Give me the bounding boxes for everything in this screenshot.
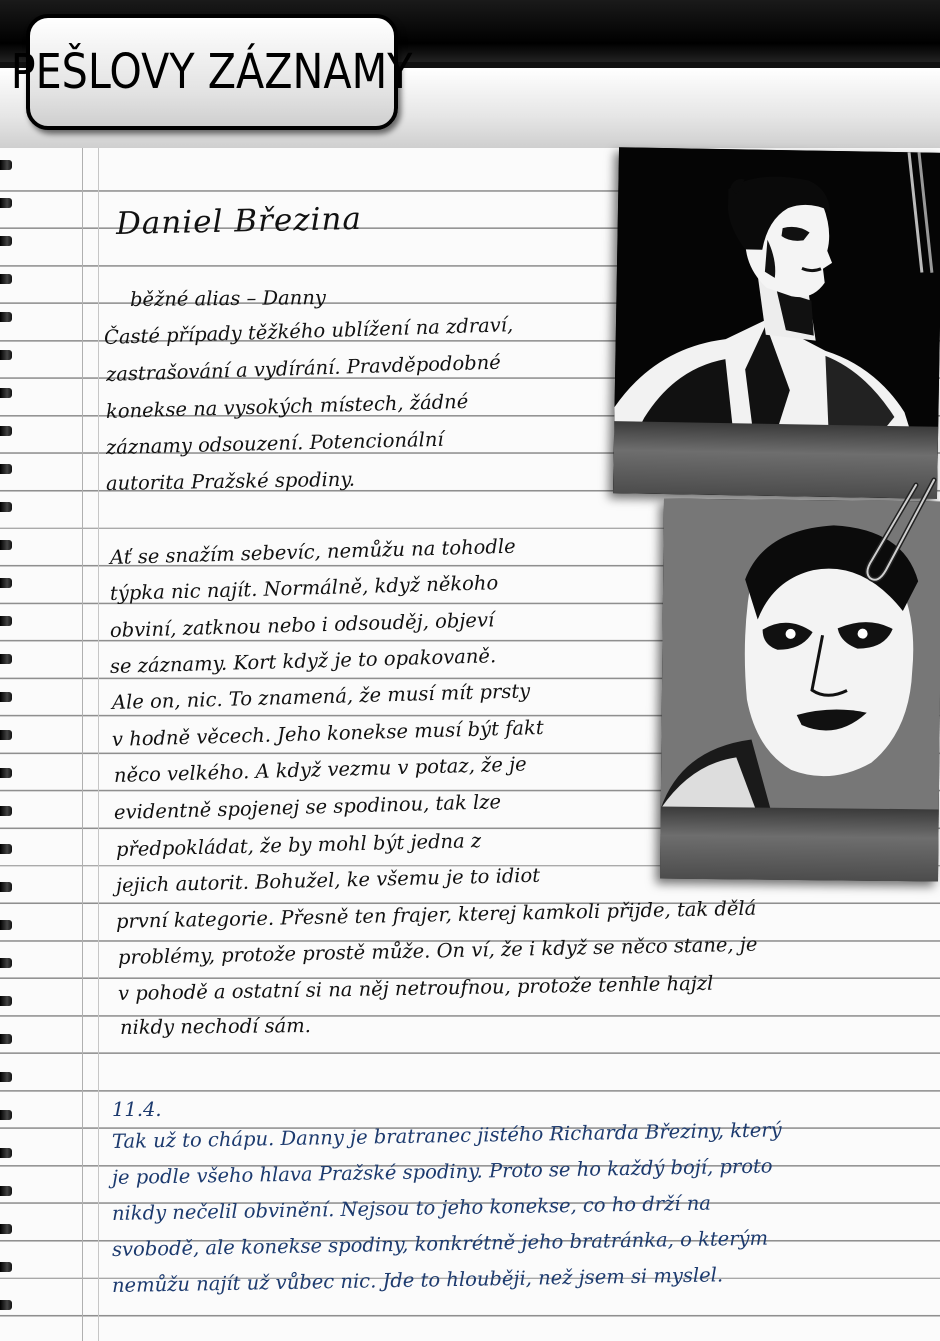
paragraph-line: předpokládat, že by mohl být jedna z bbox=[115, 829, 482, 861]
note-line: autorita Pražské spodiny. bbox=[105, 467, 356, 495]
margin-line-inner bbox=[98, 148, 99, 1341]
binding-ring bbox=[0, 996, 12, 1006]
update-date: 11.4. bbox=[112, 1098, 162, 1121]
binding-ring bbox=[0, 1300, 12, 1310]
paragraph-line: nikdy nechodí sám. bbox=[119, 1014, 311, 1039]
paper-clip-icon bbox=[864, 470, 940, 590]
paragraph-line: Ať se snažím sebevíc, nemůžu na tohodle bbox=[109, 534, 516, 569]
update-line: nikdy nečelil obvinění. Nejsou to jeho konekse, co ho drží na bbox=[111, 1191, 712, 1225]
update-line: Tak už to chápu. Danny je bratranec jistého Richarda Březiny, který bbox=[111, 1118, 782, 1153]
binding-ring bbox=[0, 274, 12, 284]
binding-ring bbox=[0, 882, 12, 892]
paragraph-line: něco velkého. A když vezmu v potaz, že je bbox=[113, 752, 527, 787]
title-badge bbox=[11, 14, 413, 130]
binding-ring bbox=[0, 1186, 12, 1196]
paragraph-line: Ale on, nic. To znamená, že musí mít prsty bbox=[111, 679, 531, 714]
paragraph-line: v pohodě a ostatní si na něj netroufnou, protože tenhle hajzl bbox=[117, 971, 714, 1005]
photo-man-profile bbox=[613, 147, 940, 499]
binding-ring bbox=[0, 540, 12, 550]
binding-ring bbox=[0, 426, 12, 436]
paragraph-line: v hodně věcech. Jeho konekse musí být fakt bbox=[111, 715, 544, 751]
binding-ring bbox=[0, 1224, 12, 1234]
paragraph-line: první kategorie. Přesně ten frajer, kterej kamkoli přijde, tak dělá bbox=[115, 896, 757, 933]
margin-line bbox=[82, 148, 83, 1341]
paragraph-line: evidentně spojenej se spodinou, tak lze bbox=[113, 790, 502, 824]
binding-ring bbox=[0, 1148, 12, 1158]
update-line: je podle všeho hlava Pražské spodiny. Proto se ho každý bojí, proto bbox=[111, 1154, 773, 1189]
binding-ring bbox=[0, 730, 12, 740]
binding-ring bbox=[0, 160, 12, 170]
binding-ring bbox=[0, 1072, 12, 1082]
alias-line: běžné alias – Danny bbox=[129, 285, 326, 311]
photo-caption-strip bbox=[660, 807, 939, 882]
paragraph-line: problémy, protože prostě může. On ví, že i když se něco stane, je bbox=[117, 932, 758, 969]
update-line: nemůžu najít už vůbec nic. Jde to hlouběji, než jsem si myslel. bbox=[111, 1263, 724, 1297]
binding-ring bbox=[0, 236, 12, 246]
binding-ring bbox=[0, 464, 12, 474]
note-line: konekse na vysokých místech, žádné bbox=[105, 389, 469, 423]
binding-ring bbox=[0, 198, 12, 208]
paragraph-line: týpka nic najít. Normálně, když někoho bbox=[109, 571, 499, 605]
binding-ring bbox=[0, 1262, 12, 1272]
binding-ring bbox=[0, 768, 12, 778]
note-line: Časté případy těžkého ublížení na zdraví, bbox=[103, 313, 514, 349]
binding-ring bbox=[0, 350, 12, 360]
binding-ring bbox=[0, 844, 12, 854]
suspect-name: Daniel Březina bbox=[115, 200, 363, 242]
binding-ring bbox=[0, 806, 12, 816]
page-title: PEŠLOVY ZÁZNAMY bbox=[11, 44, 413, 100]
binding-ring bbox=[0, 1034, 12, 1044]
binding-ring bbox=[0, 388, 12, 398]
paragraph-line: jejich autorit. Bohužel, ke všemu je to idiot bbox=[115, 863, 541, 897]
binding-ring bbox=[0, 578, 12, 588]
binding-ring bbox=[0, 920, 12, 930]
binding-ring bbox=[0, 616, 12, 626]
binding-ring bbox=[0, 1110, 12, 1120]
note-line: záznamy odsouzení. Potencionální bbox=[105, 427, 444, 459]
paragraph-line: se záznamy. Kort když je to opakovaně. bbox=[109, 644, 497, 678]
binding-ring bbox=[0, 312, 12, 322]
binding-ring bbox=[0, 654, 12, 664]
binding-ring bbox=[0, 958, 12, 968]
binding-ring bbox=[0, 692, 12, 702]
note-line: zastrašování a vydírání. Pravděpodobné bbox=[105, 350, 502, 386]
binding-ring bbox=[0, 502, 12, 512]
spiral-binding bbox=[0, 160, 14, 1341]
update-line: svobodě, ale konekse spodiny, konkrétně jeho bratránka, o kterým bbox=[111, 1226, 769, 1261]
paragraph-line: obviní, zatknou nebo i odsouděj, objeví bbox=[109, 608, 495, 642]
